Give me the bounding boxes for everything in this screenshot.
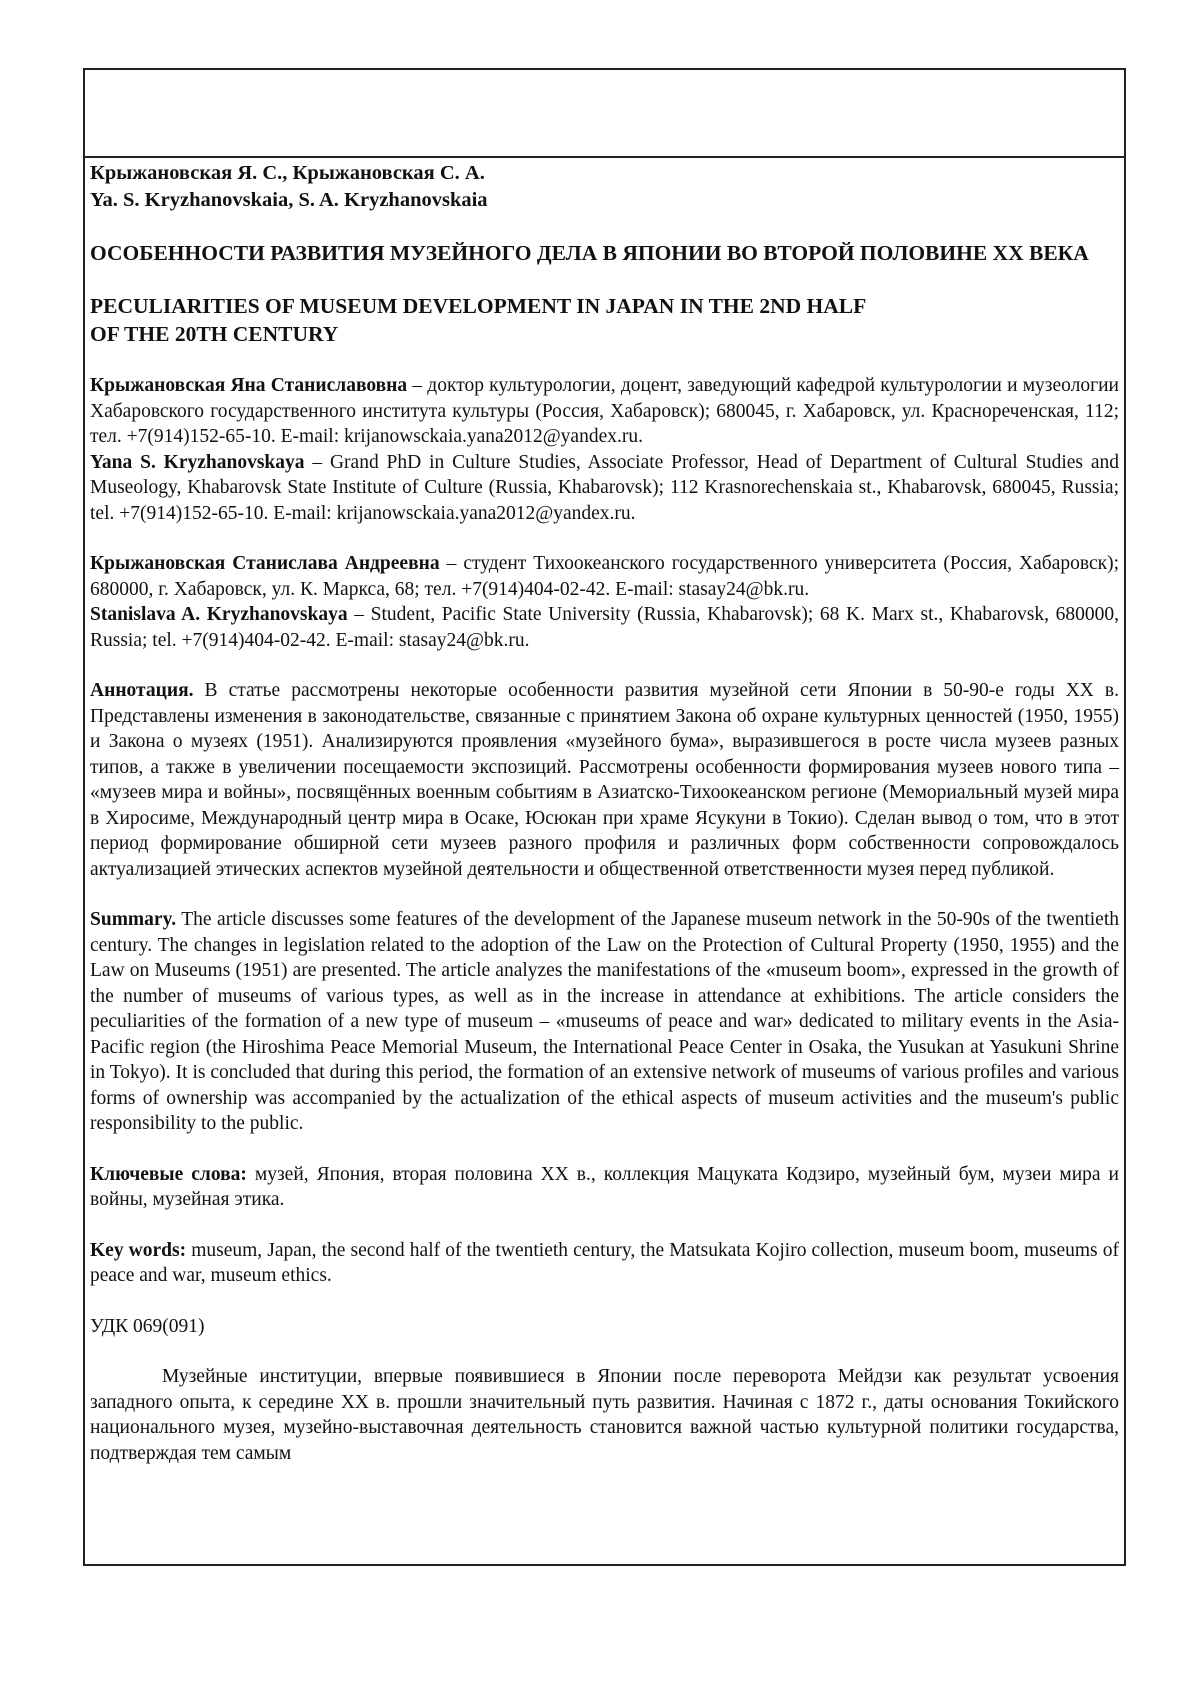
keywords-ru-label: Ключевые слова: (90, 1163, 247, 1185)
author2-en-text: – Student, Pacific State University (Russia, Khabarovsk); 68 K. Marx st., Khabarovsk, 680000, Russia; tel. +7(914)404-02-42. E-mail: stasay24@bk.ru. (90, 604, 1119, 651)
author1-en-text: – Grand PhD in Culture Studies, Associate Professor, Head of Department of Cultural Studies and Museology, Khabarovsk State Institute of Culture (Russia, Khabarovsk); 112 Krasnorechenskaia st., Khabarovsk, 680045, Russia; tel. +7(914)152-65-10. E-mail: krijanowsckaia.yana2012@yandex.ru. (90, 451, 1119, 524)
article-content (90, 160, 1119, 1466)
keywords-en-text: museum, Japan, the second half of the twentieth century, the Matsukata Kojiro collection, museum boom, museums of peace and war, museum ethics. (90, 1239, 1119, 1286)
author1-en (90, 450, 1119, 527)
author1-ru-text: – доктор культурологии, доцент, заведующий кафедрой культурологии и музеологии Хабаровского государственного института культуры (Россия, Хабаровск); 680045, г. Хабаровск, ул. Краснореченская, 112; тел. +7(914)152-65-10. E-mail: krijanowsckaia.yana2012@yandex.ru. (90, 375, 1119, 447)
authors-ru: Крыжановская Я. С., Крыжановская С. А. (90, 162, 485, 184)
author1-ru-name: Крыжановская Яна Станиславовна (90, 375, 408, 396)
summary (90, 907, 1119, 1137)
title-en-line1: PECULIARITIES OF MUSEUM DEVELOPMENT IN JAPAN IN THE 2ND HALF (90, 294, 867, 318)
author2-ru-text: – студент Тихоокеанского государственного университета (Россия, Хабаровск); 680000, г. Хабаровск, ул. К. Маркса, 68; тел. +7(914)404-02-42. E-mail: stasay24@bk.ru. (90, 553, 1119, 600)
summary-label: Summary. (90, 909, 177, 930)
header-box (85, 70, 1124, 158)
title-ru: ОСОБЕННОСТИ РАЗВИТИЯ МУЗЕЙНОГО ДЕЛА В ЯПОНИИ ВО ВТОРОЙ ПОЛОВИНЕ XX ВЕКА (90, 241, 1089, 265)
title-en-line2: OF THE 20TH CENTURY (90, 322, 339, 346)
author2-en (90, 602, 1119, 653)
author2-ru (90, 551, 1119, 602)
body-paragraph: Музейные институции, впервые появившиеся в Японии после переворота Мейдзи как результат усвоения западного опыта, к середине XX в. прошли значительный путь развития. Начиная с 1872 г., даты основания Токийского национального музея, музейно-выставочная деятельность становится важной частью культурной политики государства, подтверждая тем самым (90, 1366, 1119, 1464)
keywords-ru-text: музей, Япония, вторая половина XX в., коллекция Мацуката Кодзиро, музейный бум, музеи мира и войны, музейная этика. (90, 1163, 1119, 1210)
author2-en-name: Stanislava A. Kryzhanovskaya (90, 604, 348, 625)
keywords-ru (90, 1162, 1119, 1213)
keywords-en-label: Key words: (90, 1239, 187, 1261)
author1-ru (90, 373, 1119, 450)
annotation-text: В статье рассмотрены некоторые особенности развития музейной сети Японии в 50-90-е годы XX в. Представлены изменения в законодательстве, связанные с принятием Закона об охране культурных ценностей (1950, 1955) и Закона о музеях (1951). Анализируются проявления «музейного бума», выразившегося в росте числа музеев разных типов, а также в увеличении посещаемости экспозиций. Рассмотрены особенности формирования музеев нового типа – «музеев мира и войны», посвящённых военным событиям в Азиатско-Тихоокеанском регионе (Мемориальный музей мира в Хиросиме, Международный центр мира в Осаке, Юсюкан при храме Ясукуни в Токио). Сделан вывод о том, что в этот период формирование обширной сети музеев разного профиля и различных форм собственности сопровождалось актуализацией этических аспектов музейной деятельности и общественной ответственности музея перед публикой. (90, 680, 1119, 880)
keywords-en (90, 1238, 1119, 1289)
author1-en-name: Yana S. Kryzhanovskaya (90, 451, 305, 473)
authors-en: Ya. S. Kryzhanovskaia, S. A. Kryzhanovskaia (90, 189, 488, 211)
summary-text: The article discusses some features of the development of the Japanese museum network in the 50-90s of the twentieth century. The changes in legislation related to the adoption of the Law on the Protection of Cultural Property (1950, 1955) and the Law on Museums (1951) are presented. The article analyzes the manifestations of the «museum boom», expressed in the growth of the number of museums of various types, as well as in the increase in attendance at exhibitions. The article considers the peculiarities of the formation of a new type of museum – «museums of peace and war» dedicated to military events in the Asia-Pacific region (the Hiroshima Peace Memorial Museum, the International Peace Center in Osaka, the Yusukan at Yasukuni Shrine in Tokyo). It is concluded that during this period, the formation of an extensive network of museums of various profiles and various forms of ownership was accompanied by the actualization of the ethical aspects of museum activities and the museum's public responsibility to the public. (90, 909, 1119, 1134)
author2-ru-name: Крыжановская Станислава Андреевна (90, 553, 440, 574)
page-frame (83, 68, 1126, 1566)
udc-code: УДК 069(091) (90, 1315, 205, 1337)
annotation (90, 678, 1119, 882)
annotation-label: Аннотация. (90, 680, 194, 701)
